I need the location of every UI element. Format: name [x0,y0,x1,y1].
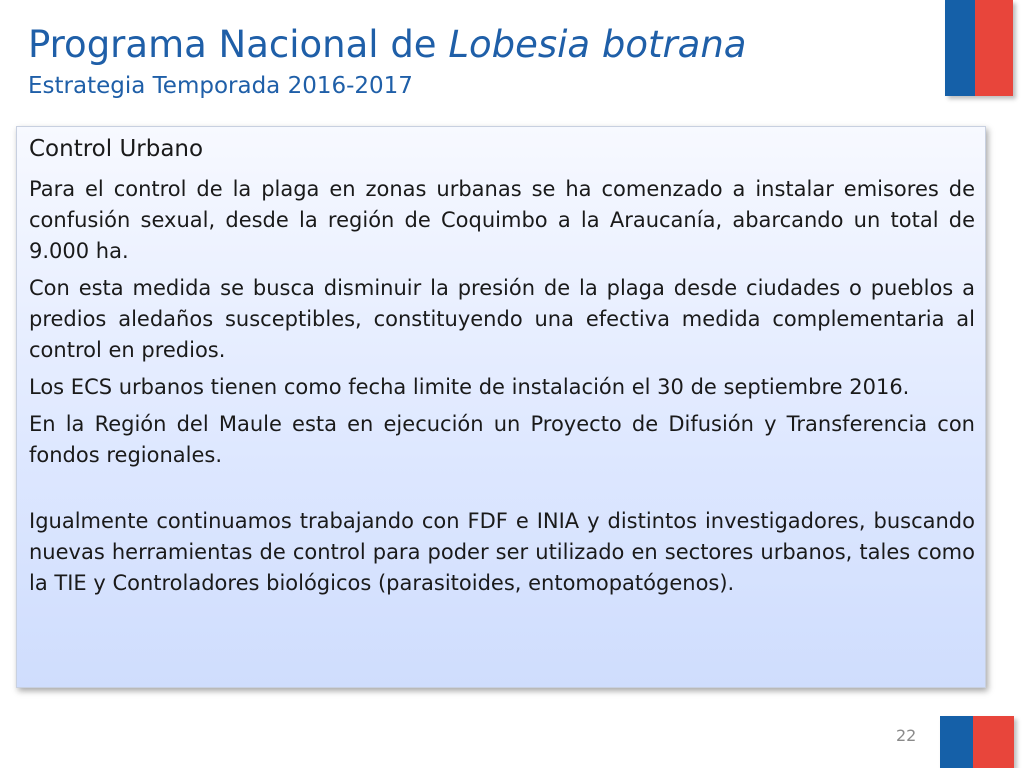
slide-title-species: Lobesia botrana [448,23,747,66]
paragraph-2: Con esta medida se busca disminuir la presión de la plaga desde ciudades o pueblos a predios aledaños susceptibles, constituyendo una efectiva medida complementaria al control en predios. [29,275,975,362]
slide-subtitle: Estrategia Temporada 2016-2017 [28,73,413,99]
paragraph-4: En la Región del Maule esta en ejecución un Proyecto de Difusión y Transferencia con fondos regionales. [29,411,975,467]
flag-red-stripe [973,716,1014,768]
paragraph-5: Igualmente continuamos trabajando con FDF e INIA y distintos investigadores, buscando nuevas herramientas de control para poder ser utilizado en sectores urbanos, tales como la TIE y Controladores biológicos (parasitoides, entomopatógenos). [29,508,975,595]
flag-blue-stripe [945,0,975,96]
paragraph-1: Para el control de la plaga en zonas urbanas se ha comenzado a instalar emisores de confusión sexual, desde la región de Coquimbo a la Araucanía, abarcando un total de 9.000 ha. [29,176,975,263]
slide-title [28,24,746,67]
content-box [16,126,986,688]
slide-title-prefix: Programa Nacional de [28,23,449,66]
chile-flag-logo-top [945,0,1013,96]
flag-blue-stripe [940,716,973,768]
flag-red-stripe [975,0,1013,96]
paragraph-3: Los ECS urbanos tienen como fecha limite de instalación el 30 de septiembre 2016. [29,374,910,399]
page-number: 22 [896,726,917,745]
section-heading: Control Urbano [29,136,204,162]
chile-flag-logo-bottom [940,716,1014,768]
